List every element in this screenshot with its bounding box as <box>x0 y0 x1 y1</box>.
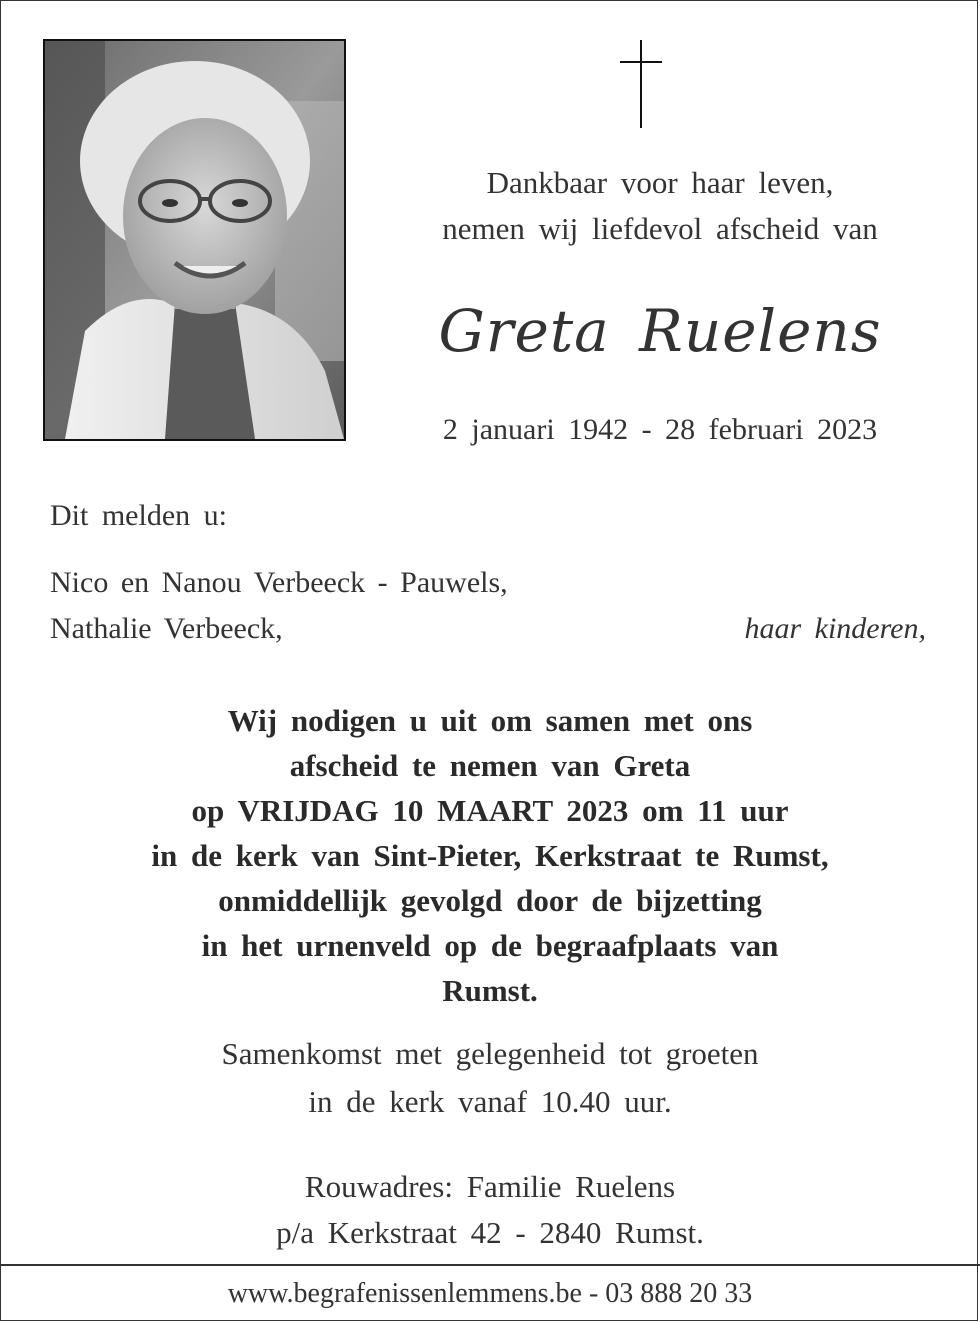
mourning-address <box>20 1164 960 1256</box>
life-dates: 2 januari 1942 - 28 februari 2023 <box>442 413 878 446</box>
invitation-line: onmiddellijk gevolgd door de bijzetting <box>218 883 762 918</box>
address-line-2: p/a Kerkstraat 42 - 2840 Rumst. <box>276 1215 704 1250</box>
invitation-line: in de kerk van Sint-Pieter, Kerkstraat te Rumst, <box>151 838 829 873</box>
deceased-name: Greta Ruelens <box>438 297 882 365</box>
invitation-line: Wij nodigen u uit om samen met ons <box>227 703 753 738</box>
portrait-photo <box>43 39 346 441</box>
invitation-line: in het urnenveld op de begraafplaats van <box>201 928 779 963</box>
intro-line-2: nemen wij liefdevol afscheid van <box>442 211 878 246</box>
intro-text <box>360 160 960 252</box>
announcement-text: Dit melden u: <box>50 499 227 532</box>
family-row <box>50 606 930 652</box>
invitation-text <box>20 698 960 1013</box>
cross-icon <box>620 40 662 128</box>
family-role: haar kinderen, <box>744 612 926 645</box>
gathering-line-2: in de kerk vanaf 10.40 uur. <box>308 1084 672 1119</box>
footer-divider <box>0 1264 980 1266</box>
family-row <box>50 560 930 606</box>
family-list <box>50 560 930 652</box>
footer-contact: www.begrafenissenlemmens.be - 03 888 20 33 <box>227 1278 753 1309</box>
invitation-line: afscheid te nemen van Greta <box>289 748 691 783</box>
family-names-1: Nico en Nanou Verbeeck - Pauwels, <box>50 566 508 599</box>
gathering-text <box>20 1030 960 1126</box>
intro-line-1: Dankbaar voor haar leven, <box>486 165 834 200</box>
invitation-line: Rumst. <box>442 973 538 1008</box>
address-line-1: Rouwadres: Familie Ruelens <box>304 1169 676 1204</box>
family-names-2: Nathalie Verbeeck, <box>50 612 283 645</box>
invitation-line: op VRIJDAG 10 MAART 2023 om 11 uur <box>191 793 789 828</box>
gathering-line-1: Samenkomst met gelegenheid tot groeten <box>221 1036 759 1071</box>
